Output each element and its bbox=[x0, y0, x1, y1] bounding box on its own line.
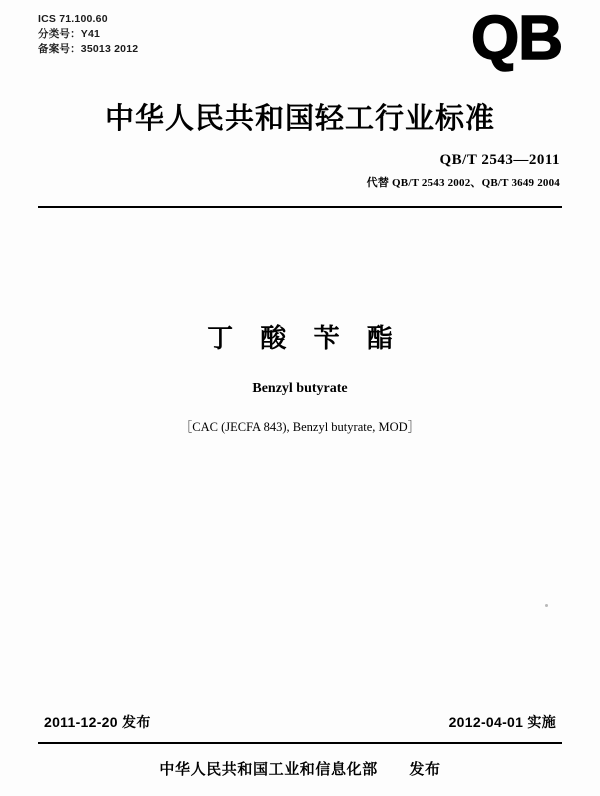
standard-code: QB/T 2543—2011 bbox=[439, 152, 560, 168]
publisher-name: 中华人民共和国工业和信息化部 bbox=[159, 761, 378, 778]
publisher-line bbox=[0, 758, 600, 779]
issue-date: 2011-12-20 发布 bbox=[44, 714, 151, 730]
subject-source-note: ［CAC (JECFA 843), Benzyl butyrate, MOD］ bbox=[179, 420, 421, 434]
date-row bbox=[44, 712, 556, 734]
ics-block bbox=[38, 12, 138, 57]
standard-number-block bbox=[367, 152, 560, 190]
subject-block bbox=[0, 318, 600, 435]
page-title: 中华人民共和国轻工行业标准 bbox=[104, 103, 495, 135]
effective-date: 2012-04-01 实施 bbox=[448, 714, 556, 730]
standard-replaces: 代替 QB/T 2543 2002、QB/T 3649 2004 bbox=[366, 177, 560, 189]
header-row bbox=[38, 4, 562, 84]
classification-code: 分类号：Y41 bbox=[38, 28, 101, 40]
divider-bottom bbox=[38, 742, 562, 744]
record-number: 备案号：35013 2012 bbox=[38, 43, 139, 55]
divider-top bbox=[38, 206, 562, 208]
ics-code: ICS 71.100.60 bbox=[38, 13, 108, 25]
publisher-action: 发布 bbox=[409, 761, 441, 778]
subject-chinese-name: 丁 酸 苄 酯 bbox=[207, 323, 403, 353]
subject-english-name: Benzyl butyrate bbox=[252, 381, 348, 396]
page-speck bbox=[545, 604, 548, 607]
qb-logo: QB bbox=[471, 4, 562, 73]
